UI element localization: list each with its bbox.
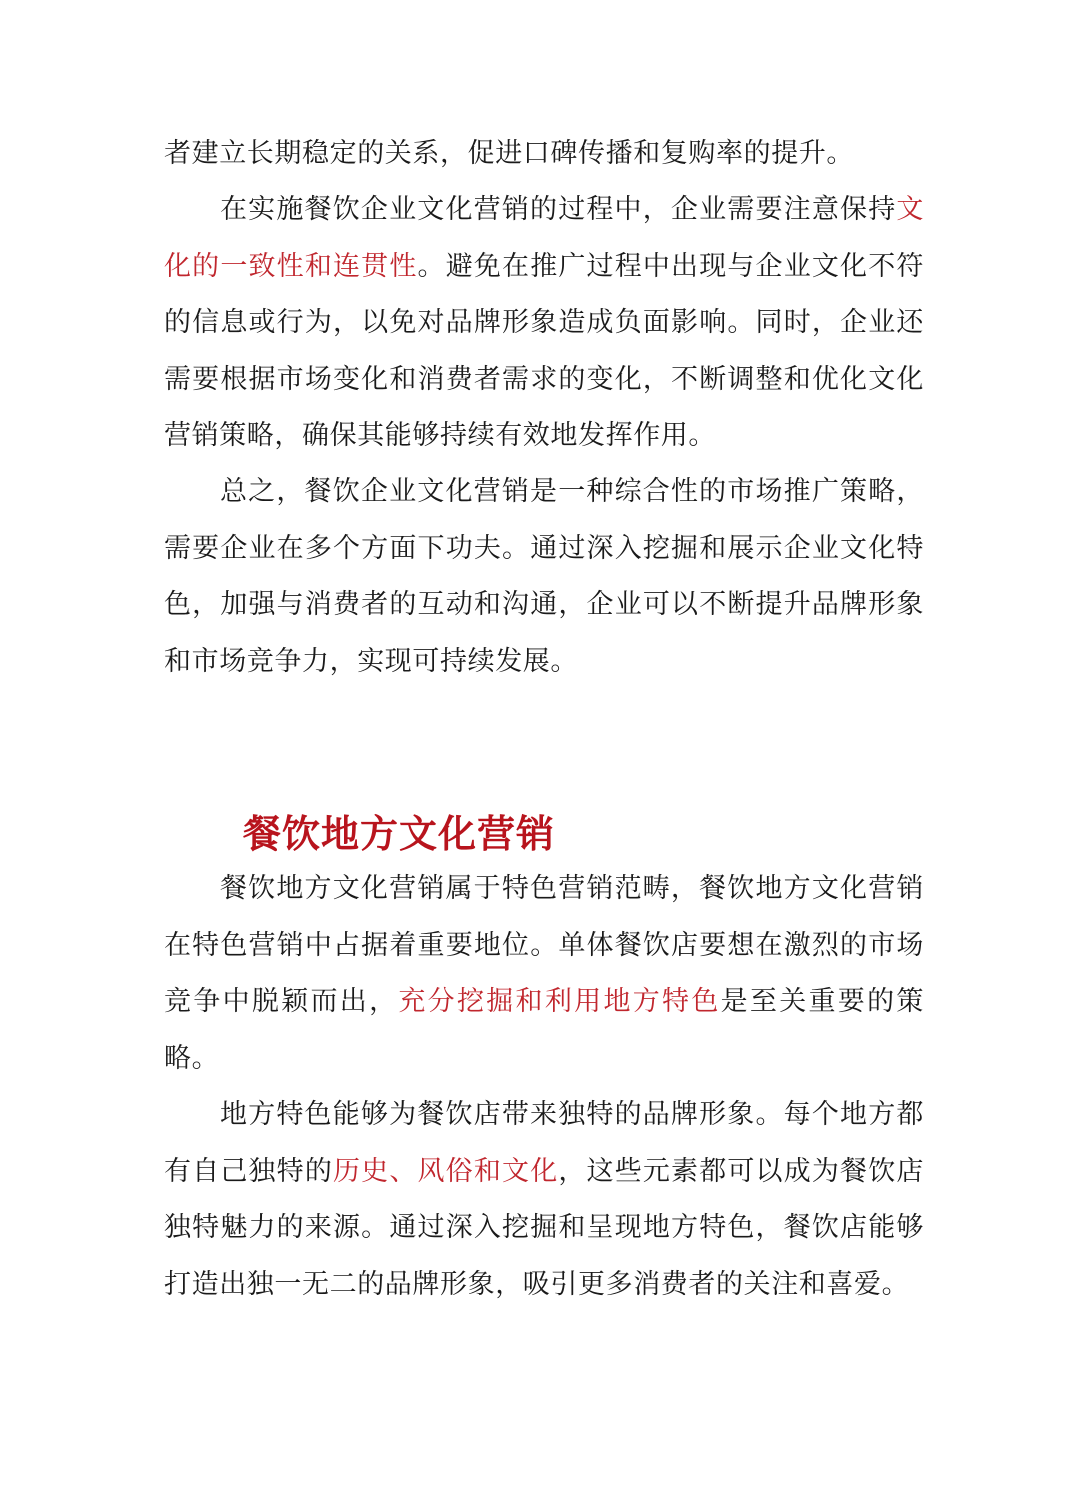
summary-text: 总之，餐饮企业文化营销是一种综合性的市场推广策略，需要企业在多个方面下功夫。通过深入挖掘和展示企业文化特色，加强与消费者的互动和沟通，企业可以不断提升品牌形象和市场竞争力，实现可持续发展。: [164, 476, 924, 677]
consistency-text-1: 在实施餐饮企业文化营销的过程中，企业需要注意保持: [220, 194, 897, 225]
intro-text: 者建立长期稳定的关系，促进口碑传播和复购率的提升。: [164, 138, 854, 169]
section-heading: 餐饮地方文化营销: [243, 811, 556, 856]
consistency-text-2: 。避免在推广过程中出现与企业文化不符的信息或行为，以免对品牌形象造成负面影响。同时，企业还需要根据市场变化和消费者需求的变化，不断调整和优化文化营销策略，确保其能够持续有效地发挥作用。: [164, 250, 924, 451]
local-features-text-1: 地方特色能够为餐饮店带来独特的品牌形象。每个地方都有自己独特的: [164, 1099, 924, 1187]
consistency-paragraph: [164, 182, 924, 465]
local-culture-text-2: 是至关重要的策略。: [164, 986, 924, 1074]
intro-paragraph: [164, 126, 924, 183]
local-culture-text-1: 餐饮地方文化营销属于特色营销范畴，餐饮地方文化营销在特色营销中占据着重要地位。单体餐饮店要想在激烈的市场竞争中脱颖而出，: [164, 873, 924, 1017]
local-features-paragraph: [164, 1087, 924, 1313]
local-features-highlight: 历史、风俗和文化: [333, 1155, 559, 1187]
summary-paragraph: [164, 464, 924, 690]
local-culture-paragraph: [164, 861, 924, 1087]
consistency-highlight: 文化的一致性和连贯性: [164, 194, 924, 282]
local-culture-highlight: 充分挖掘和利用地方特色: [398, 986, 721, 1017]
local-features-text-2: ，这些元素都可以成为餐饮店独特魅力的来源。通过深入挖掘和呈现地方特色，餐饮店能够打造出独一无二的品牌形象，吸引更多消费者的关注和喜爱。: [164, 1155, 924, 1300]
